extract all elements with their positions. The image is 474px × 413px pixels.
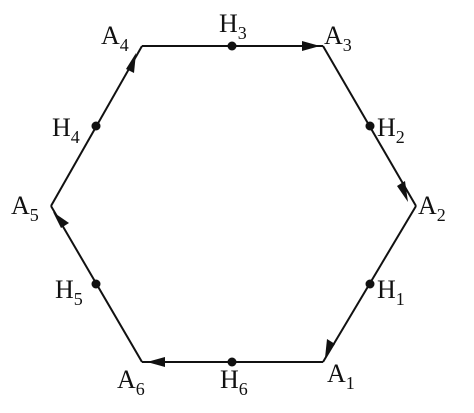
label-h6: $H_6$ bbox=[220, 365, 248, 399]
label-a5: $A_5$ bbox=[11, 191, 39, 225]
label-a3: $A_3$ bbox=[324, 21, 352, 55]
label-a4: $A_4$ bbox=[101, 21, 129, 55]
arrow-toward-a3 bbox=[302, 41, 320, 51]
label-h4: $H_4$ bbox=[52, 113, 80, 147]
label-h1: $H_1$ bbox=[377, 275, 405, 309]
label-a6: $A_6$ bbox=[117, 365, 145, 399]
label-h2: $H_2$ bbox=[377, 113, 405, 147]
label-h3: $H_3$ bbox=[219, 9, 247, 43]
midpoint-h4-dot bbox=[92, 122, 101, 131]
label-a1: $A_1$ bbox=[327, 359, 355, 393]
midpoint-h1-dot bbox=[366, 280, 375, 289]
midpoint-h2-dot bbox=[366, 122, 375, 131]
midpoint-h5-dot bbox=[92, 280, 101, 289]
label-a2: $A_2$ bbox=[418, 191, 446, 225]
arrow-toward-a1 bbox=[325, 339, 335, 358]
label-h5: $H_5$ bbox=[55, 275, 83, 309]
arrow-toward-a5 bbox=[53, 212, 69, 228]
midpoint-h3-dot bbox=[228, 42, 237, 51]
arrow-toward-a6 bbox=[147, 357, 165, 367]
arrow-toward-a2 bbox=[397, 181, 408, 202]
